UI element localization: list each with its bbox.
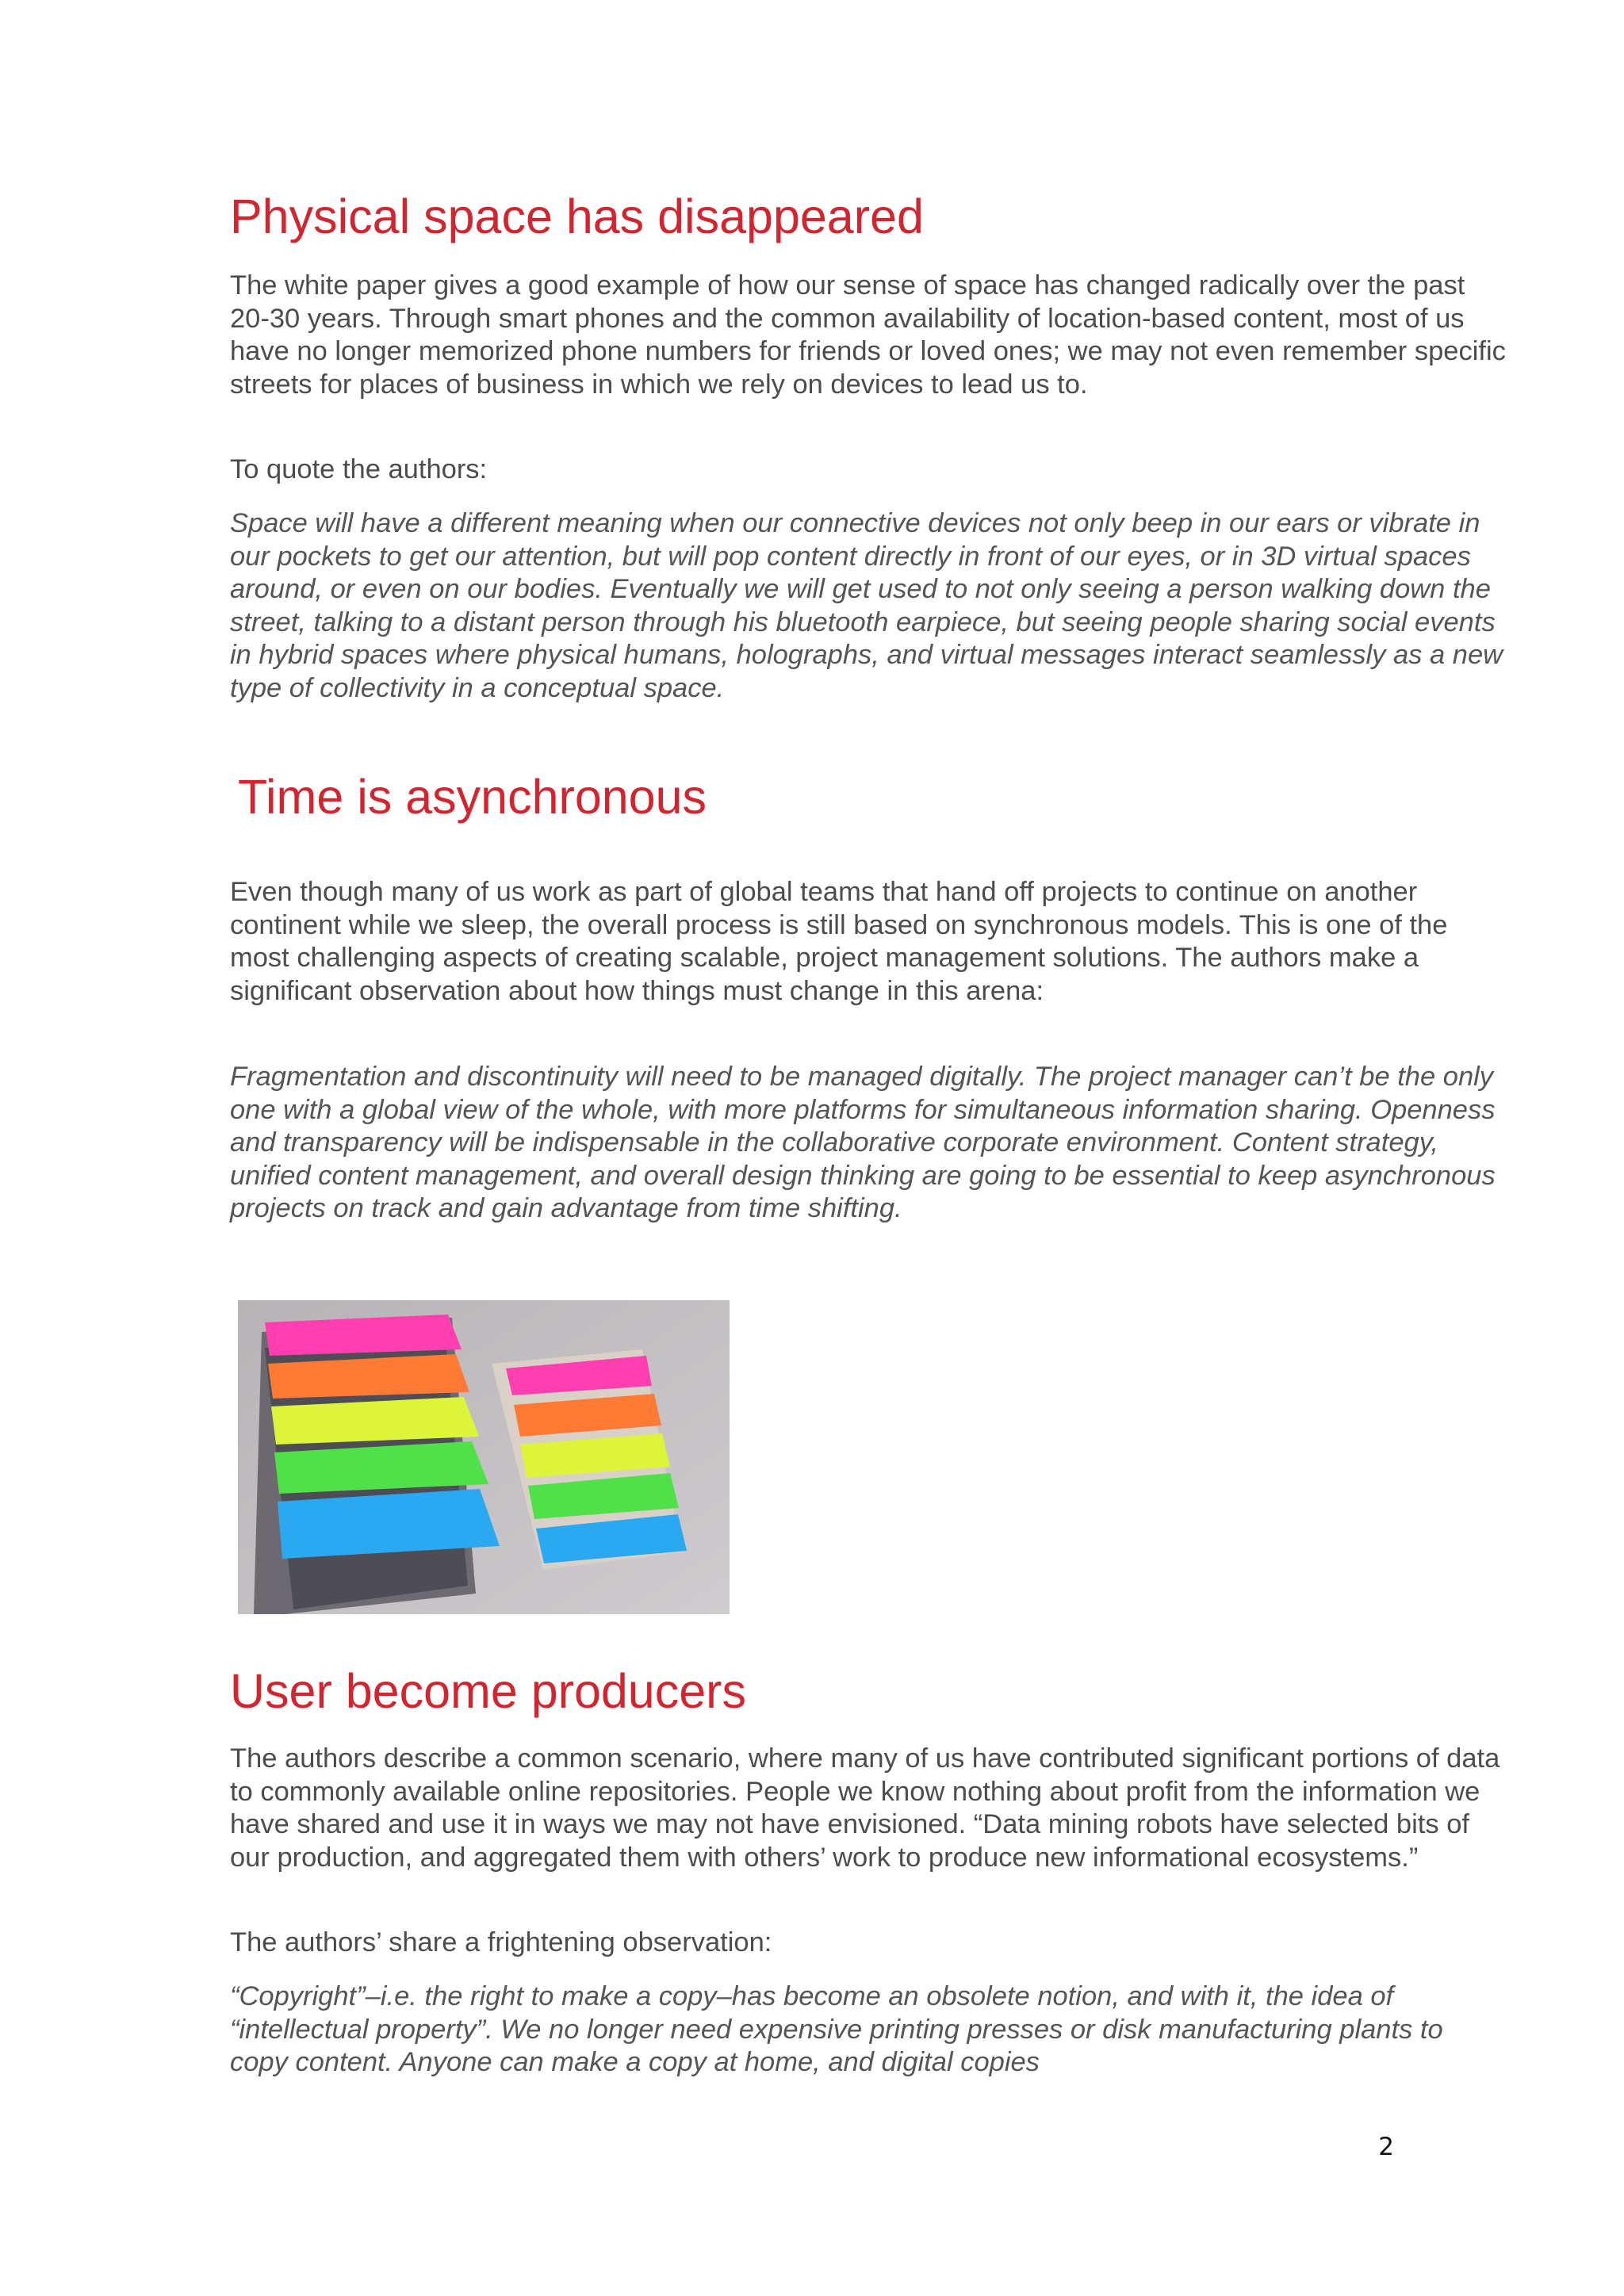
- quote-space: Space will have a different meaning when our connective devices not only beep in our ears or vibrate in our pockets to get our attention, but will pop content directly in front of our eyes, or in 3D virtual spaces around, or even on our bodies. Eventually we will get used to not only seeing a person walking down the street, talking to a distant person through his bluetooth earpiece, but seeing people sharing social events in hybrid spaces where physical humans, holographs, and virtual messages interact seamlessly as a new type of collectivity in a conceptual space.: [230, 508, 1503, 703]
- paragraph-space-intro: The white paper gives a good example of how our sense of space has changed radically over the past 20-30 years. Through smart phones and the common availability of location-based content, most of us have no longer memorized phone numbers for friends or loved ones; we may not even remember specific streets for places of business in which we rely on devices to lead us to.: [230, 270, 1506, 400]
- paragraph-users-intro: The authors describe a common scenario, where many of us have contributed significant portions of data to commonly available online repositories. People we know nothing about profit from the information we have shared and use it in ways we may not have envisioned. “Data mining robots have selected bits of our production, and aggregated them with others’ work to produce new informational ecosystems.”: [230, 1743, 1500, 1873]
- page-number: 2: [1378, 2133, 1394, 2161]
- paragraph-observation-lead: The authors’ share a frightening observation:: [230, 1927, 772, 1957]
- paragraph-quote-lead: To quote the authors:: [230, 454, 488, 484]
- section-heading-physical-space: Physical space has disappeared: [230, 189, 924, 243]
- quote-time: Fragmentation and discontinuity will need to be managed digitally. The project manager can’t be the only one with a global view of the whole, with more platforms for simultaneous information sharing. Openness and transparency will be indispensable in the collaborative corporate environment. Content strategy, unified content management, and overall design thinking are going to be essential to keep asynchronous projects on track and gain advantage from time shifting.: [230, 1062, 1496, 1223]
- section-heading-users: User become producers: [230, 1664, 746, 1718]
- paragraph-time-intro: Even though many of us work as part of global teams that hand off projects to continue on another continent while we sleep, the overall process is still based on synchronous models. This is one of the most challenging aspects of creating scalable, project management solutions. The authors make a significant observation about how things must change in this arena:: [230, 877, 1448, 1006]
- sticky-note-tabs-photo: [238, 1300, 730, 1614]
- quote-copyright: “Copyright”–i.e. the right to make a copy–has become an obsolete notion, and with it, the idea of “intellectual property”. We no longer need expensive printing presses or disk manufacturing plants to copy content. Anyone can make a copy at home, and digital copies: [230, 1981, 1443, 2077]
- section-heading-time: Time is asynchronous: [238, 770, 707, 824]
